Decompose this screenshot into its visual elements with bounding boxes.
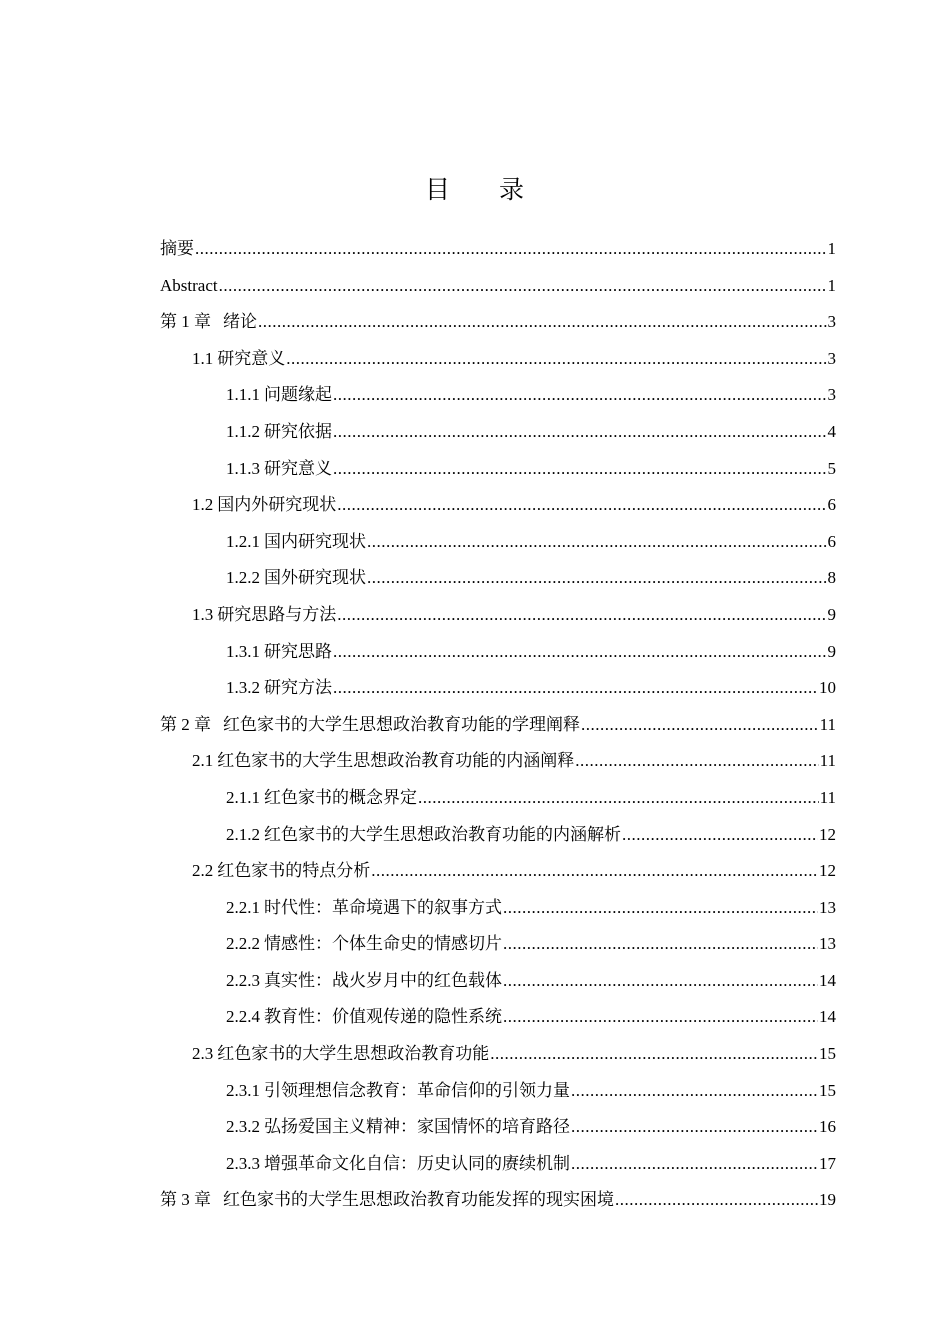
toc-entry-number: 1.1 xyxy=(192,348,214,368)
toc-dot-leader xyxy=(503,963,818,1000)
toc-entry-page-number: 3 xyxy=(827,348,836,368)
toc-dot-leader xyxy=(367,560,827,597)
toc-entry-label: 国外研究现状 xyxy=(264,568,366,588)
toc-entry-number: 2.1 xyxy=(192,751,214,771)
toc-entry-label: 增强革命文化自信：历史认同的赓续机制 xyxy=(264,1153,570,1173)
toc-entry-label: 研究方法 xyxy=(264,678,332,698)
toc-entry-page-number: 4 xyxy=(827,421,836,441)
toc-entry[interactable] xyxy=(160,999,836,1036)
toc-entry[interactable] xyxy=(160,926,836,963)
toc-entry-number: 2.2 xyxy=(192,861,214,881)
toc-dot-leader xyxy=(258,304,827,341)
toc-dot-leader xyxy=(571,1109,818,1146)
toc-entry-label: 研究思路 xyxy=(264,641,332,661)
toc-entry[interactable] xyxy=(160,1109,836,1146)
toc-entry-label: 红色家书的特点分析 xyxy=(217,861,371,881)
toc-entry[interactable] xyxy=(160,1036,836,1073)
toc-entry-page-number: 17 xyxy=(819,1153,836,1173)
toc-dot-leader xyxy=(490,1036,818,1073)
toc-entry[interactable] xyxy=(160,634,836,671)
toc-dot-leader xyxy=(337,597,826,634)
toc-dot-leader xyxy=(503,926,818,963)
toc-entry-label: 时代性：革命境遇下的叙事方式 xyxy=(264,897,502,917)
toc-entry-page-number: 12 xyxy=(819,824,836,844)
toc-entry-label: 摘要 xyxy=(160,239,194,258)
toc-entry-label: 红色家书的大学生思想政治教育功能的学理阐释 xyxy=(223,714,580,734)
toc-entry-page-number: 3 xyxy=(827,385,836,405)
toc-entry-label: 研究思路与方法 xyxy=(217,604,337,624)
toc-entry-page-number: 16 xyxy=(819,1117,836,1137)
toc-entry-label: 研究依据 xyxy=(264,421,332,441)
toc-entry[interactable] xyxy=(160,743,836,780)
toc-entry[interactable] xyxy=(160,341,836,378)
toc-entry-label: 绪论 xyxy=(223,312,257,332)
toc-entry-page-number: 6 xyxy=(827,531,836,551)
toc-entry-page-number: 1 xyxy=(827,239,836,258)
toc-entry-page-number: 14 xyxy=(819,1007,836,1027)
toc-entry-number: 2.1.2 xyxy=(226,824,260,844)
toc-dot-leader xyxy=(615,1182,818,1219)
toc-heading-part1: 目 xyxy=(424,175,451,204)
toc-entry[interactable] xyxy=(160,1182,836,1219)
toc-entry-page-number: 8 xyxy=(827,568,836,588)
toc-entry-number: 1.2.1 xyxy=(226,531,260,551)
toc-dot-leader xyxy=(503,999,818,1036)
toc-entry-label: 情感性：个体生命史的情感切片 xyxy=(264,934,502,954)
toc-entry-label: 研究意义 xyxy=(264,458,332,478)
toc-entry-number: 1.2 xyxy=(192,495,214,515)
toc-dot-leader xyxy=(571,1073,818,1110)
toc-entry-label: 弘扬爱国主义精神：家国情怀的培育路径 xyxy=(264,1117,570,1137)
toc-entry-page-number: 10 xyxy=(819,678,836,698)
toc-entry[interactable] xyxy=(160,231,836,268)
toc-entry-label: Abstract xyxy=(160,275,218,295)
toc-entry-page-number: 11 xyxy=(819,751,836,771)
toc-entry[interactable] xyxy=(160,1073,836,1110)
toc-entry-number: 第 3 章 xyxy=(160,1190,211,1210)
toc-entry-label: 引领理想信念教育：革命信仰的引领力量 xyxy=(264,1080,570,1100)
toc-entry[interactable] xyxy=(160,524,836,561)
toc-entry[interactable] xyxy=(160,817,836,854)
toc-entry[interactable] xyxy=(160,377,836,414)
toc-entry[interactable] xyxy=(160,670,836,707)
toc-dot-leader xyxy=(571,1146,818,1183)
toc-entry-number: 1.3.2 xyxy=(226,678,260,698)
toc-entry-label: 红色家书的大学生思想政治教育功能的内涵阐释 xyxy=(217,751,575,771)
toc-entry-number: 2.2.1 xyxy=(226,897,260,917)
toc-entry-page-number: 15 xyxy=(819,1080,836,1100)
toc-entry[interactable] xyxy=(160,487,836,524)
toc-entry[interactable] xyxy=(160,414,836,451)
toc-dot-leader xyxy=(622,817,818,854)
toc-dot-leader xyxy=(371,853,818,890)
toc-entry-number: 1.2.2 xyxy=(226,568,260,588)
toc-entry-label: 红色家书的概念界定 xyxy=(264,787,417,807)
toc-entry-number: 2.1.1 xyxy=(226,787,260,807)
toc-entry-label: 真实性：战火岁月中的红色载体 xyxy=(264,970,502,990)
toc-entry-page-number: 5 xyxy=(827,458,836,478)
toc-entry-number: 2.3.1 xyxy=(226,1080,260,1100)
toc-dot-leader xyxy=(581,707,819,744)
toc-entry-label: 国内研究现状 xyxy=(264,531,366,551)
toc-dot-leader xyxy=(333,670,818,707)
toc-entry-label: 研究意义 xyxy=(217,348,286,368)
toc-entry-number: 1.1.2 xyxy=(226,421,260,441)
toc-dot-leader xyxy=(195,231,827,268)
toc-entry-page-number: 13 xyxy=(819,897,836,917)
toc-dot-leader xyxy=(367,524,827,561)
toc-entry-label: 红色家书的大学生思想政治教育功能发挥的现实困境 xyxy=(223,1190,614,1210)
toc-entry-number: 2.3 xyxy=(192,1044,214,1064)
toc-entry-page-number: 9 xyxy=(827,604,836,624)
toc-entry[interactable] xyxy=(160,780,836,817)
toc-entry[interactable] xyxy=(160,304,836,341)
toc-entry-page-number: 15 xyxy=(819,1044,836,1064)
toc-entry-page-number: 14 xyxy=(819,970,836,990)
toc-list xyxy=(160,231,836,1219)
toc-heading xyxy=(0,170,950,206)
toc-entry-number: 2.2.2 xyxy=(226,934,260,954)
toc-dot-leader xyxy=(333,634,827,671)
toc-entry[interactable] xyxy=(160,890,836,927)
toc-dot-leader xyxy=(333,451,827,488)
toc-entry-page-number: 9 xyxy=(827,641,836,661)
toc-entry-page-number: 11 xyxy=(819,714,836,734)
toc-entry-label: 红色家书的大学生思想政治教育功能的内涵解析 xyxy=(264,824,621,844)
toc-dot-leader xyxy=(337,487,826,524)
toc-heading-part2: 录 xyxy=(499,175,526,204)
toc-entry[interactable] xyxy=(160,963,836,1000)
toc-dot-leader xyxy=(286,341,826,378)
toc-entry-number: 2.2.3 xyxy=(226,970,260,990)
toc-entry[interactable] xyxy=(160,451,836,488)
toc-dot-leader xyxy=(418,780,819,817)
toc-entry-label: 教育性：价值观传递的隐性系统 xyxy=(264,1007,502,1027)
toc-entry-label: 红色家书的大学生思想政治教育功能 xyxy=(217,1044,490,1064)
toc-entry-number: 2.3.3 xyxy=(226,1153,260,1173)
toc-entry[interactable] xyxy=(160,707,836,744)
toc-entry[interactable] xyxy=(160,268,836,305)
toc-entry-number: 第 1 章 xyxy=(160,312,211,332)
toc-entry[interactable] xyxy=(160,597,836,634)
toc-entry-page-number: 6 xyxy=(827,495,836,515)
toc-dot-leader xyxy=(333,377,827,414)
toc-entry-number: 1.1.1 xyxy=(226,385,260,405)
toc-entry-page-number: 3 xyxy=(827,312,836,332)
toc-entry-page-number: 13 xyxy=(819,934,836,954)
toc-entry-number: 2.2.4 xyxy=(226,1007,260,1027)
toc-entry-number: 1.3.1 xyxy=(226,641,260,661)
toc-entry-label: 问题缘起 xyxy=(264,385,332,405)
toc-entry-number: 1.1.3 xyxy=(226,458,260,478)
toc-entry-number: 第 2 章 xyxy=(160,714,211,734)
toc-dot-leader xyxy=(219,268,827,305)
toc-entry[interactable] xyxy=(160,560,836,597)
toc-dot-leader xyxy=(333,414,827,451)
toc-entry[interactable] xyxy=(160,1146,836,1183)
toc-entry-page-number: 11 xyxy=(819,787,836,807)
toc-dot-leader xyxy=(503,890,818,927)
toc-entry[interactable] xyxy=(160,853,836,890)
toc-entry-number: 2.3.2 xyxy=(226,1117,260,1137)
toc-entry-number: 1.3 xyxy=(192,604,214,624)
toc-entry-page-number: 12 xyxy=(819,861,836,881)
toc-entry-page-number: 19 xyxy=(819,1190,836,1210)
toc-entry-label: 国内外研究现状 xyxy=(217,495,337,515)
toc-entry-page-number: 1 xyxy=(827,275,836,295)
toc-dot-leader xyxy=(575,743,818,780)
